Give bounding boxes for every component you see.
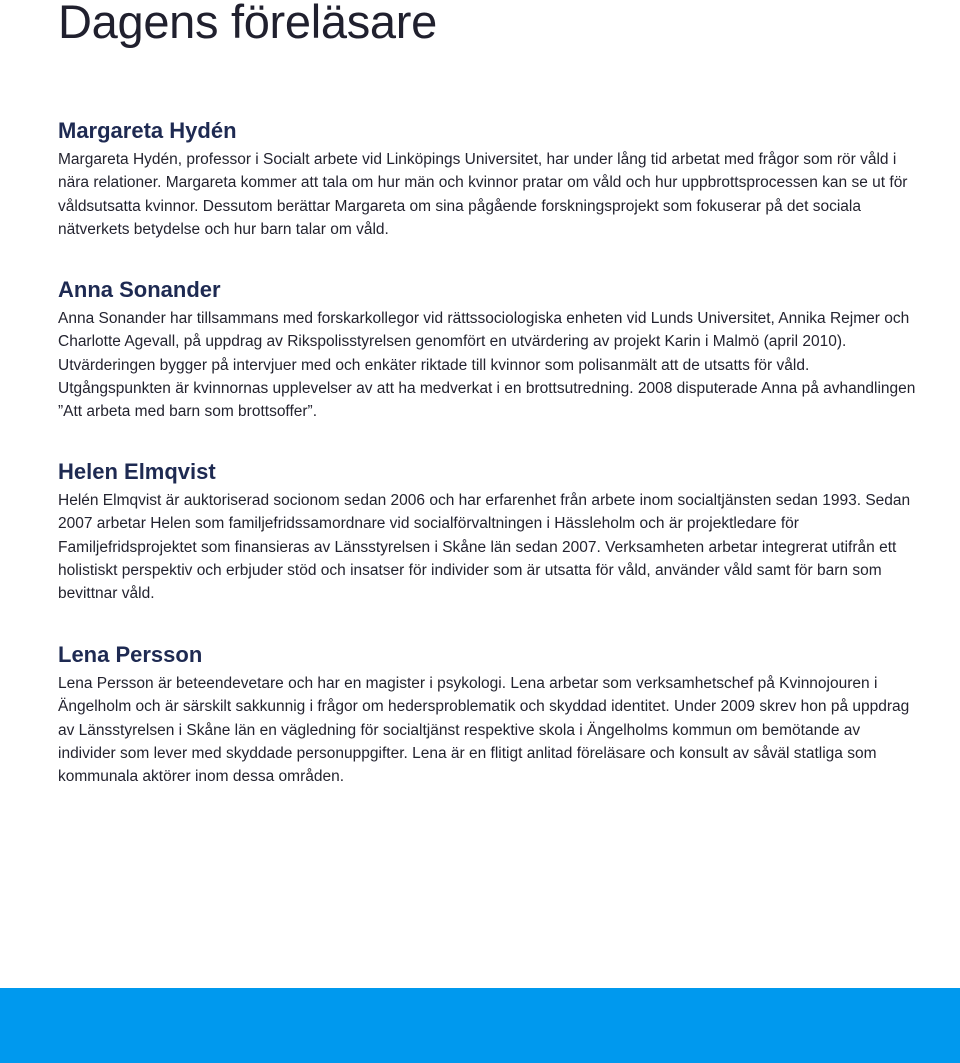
page-title: Dagens föreläsare	[58, 0, 437, 48]
speaker-bio: Helén Elmqvist är auktoriserad socionom sedan 2006 och har erfarenhet från arbete inom socialtjänsten sedan 1993. Sedan 2007 arbetar Helen som familjefridssamordnare vid socialförvaltningen i Hässleholm och är projektledare för Familjefridsprojektet som finansieras av Länsstyrelsen i Skåne län sedan 2007. Verksamheten arbetar integrerat utifrån ett holistiskt perspektiv och erbjuder stöd och insatser för individer som är utsatta för våld, använder våld samt för barn som bevittnar våld.	[58, 492, 911, 603]
speaker-name: Margareta Hydén	[58, 118, 237, 143]
speaker-name: Anna Sonander	[58, 277, 221, 302]
footer-band	[0, 988, 960, 1063]
speaker-name: Helen Elmqvist	[58, 459, 216, 484]
speaker-section-margareta-hyden	[58, 118, 918, 241]
speaker-section-lena-persson	[58, 642, 918, 788]
speaker-section-helen-elmqvist	[58, 459, 918, 605]
speaker-name: Lena Persson	[58, 642, 203, 667]
speaker-bio: Anna Sonander har tillsammans med forskarkollegor vid rättssociologiska enheten vid Lunds Universitet, Annika Rejmer och Charlotte Agevall, på uppdrag av Rikspolisstyrelsen genomfört en utvärdering av projekt Karin i Malmö (april 2010). Utvärderingen bygger på intervjuer med och enkäter riktade till kvinnor som polisanmält att de utsatts för våld. Utgångspunkten är kvinnornas upplevelser av att ha medverkat i en brottsutredning. 2008 disputerade Anna på avhandlingen ”Att arbeta med barn som brottsoffer”.	[58, 310, 916, 421]
speaker-bio: Margareta Hydén, professor i Socialt arbete vid Linköpings Universitet, har under lång tid arbetat med frågor som rör våld i nära relationer. Margareta kommer att tala om hur män och kvinnor pratar om våld och hur uppbrottsprocessen kan se ut för våldsutsatta kvinnor. Dessutom berättar Margareta om sina pågående forskningsprojekt som fokuserar på det sociala nätverkets betydelse och hur barn talar om våld.	[58, 151, 908, 238]
speaker-bio: Lena Persson är beteendevetare och har en magister i psykologi. Lena arbetar som verksamhetschef på Kvinnojouren i Ängelholm och är särskilt sakkunnig i frågor om hedersproblematik och skyddad identitet. Under 2009 skrev hon på uppdrag av Länsstyrelsen i Skåne län en vägledning för socialtjänst respektive skola i Ängelholms kommun om bemötande av individer som lever med skyddade personuppgifter. Lena är en flitigt anlitad föreläsare och konsult av såväl statliga som kommunala aktörer inom dessa områden.	[58, 675, 910, 786]
speaker-section-anna-sonander	[58, 277, 918, 423]
